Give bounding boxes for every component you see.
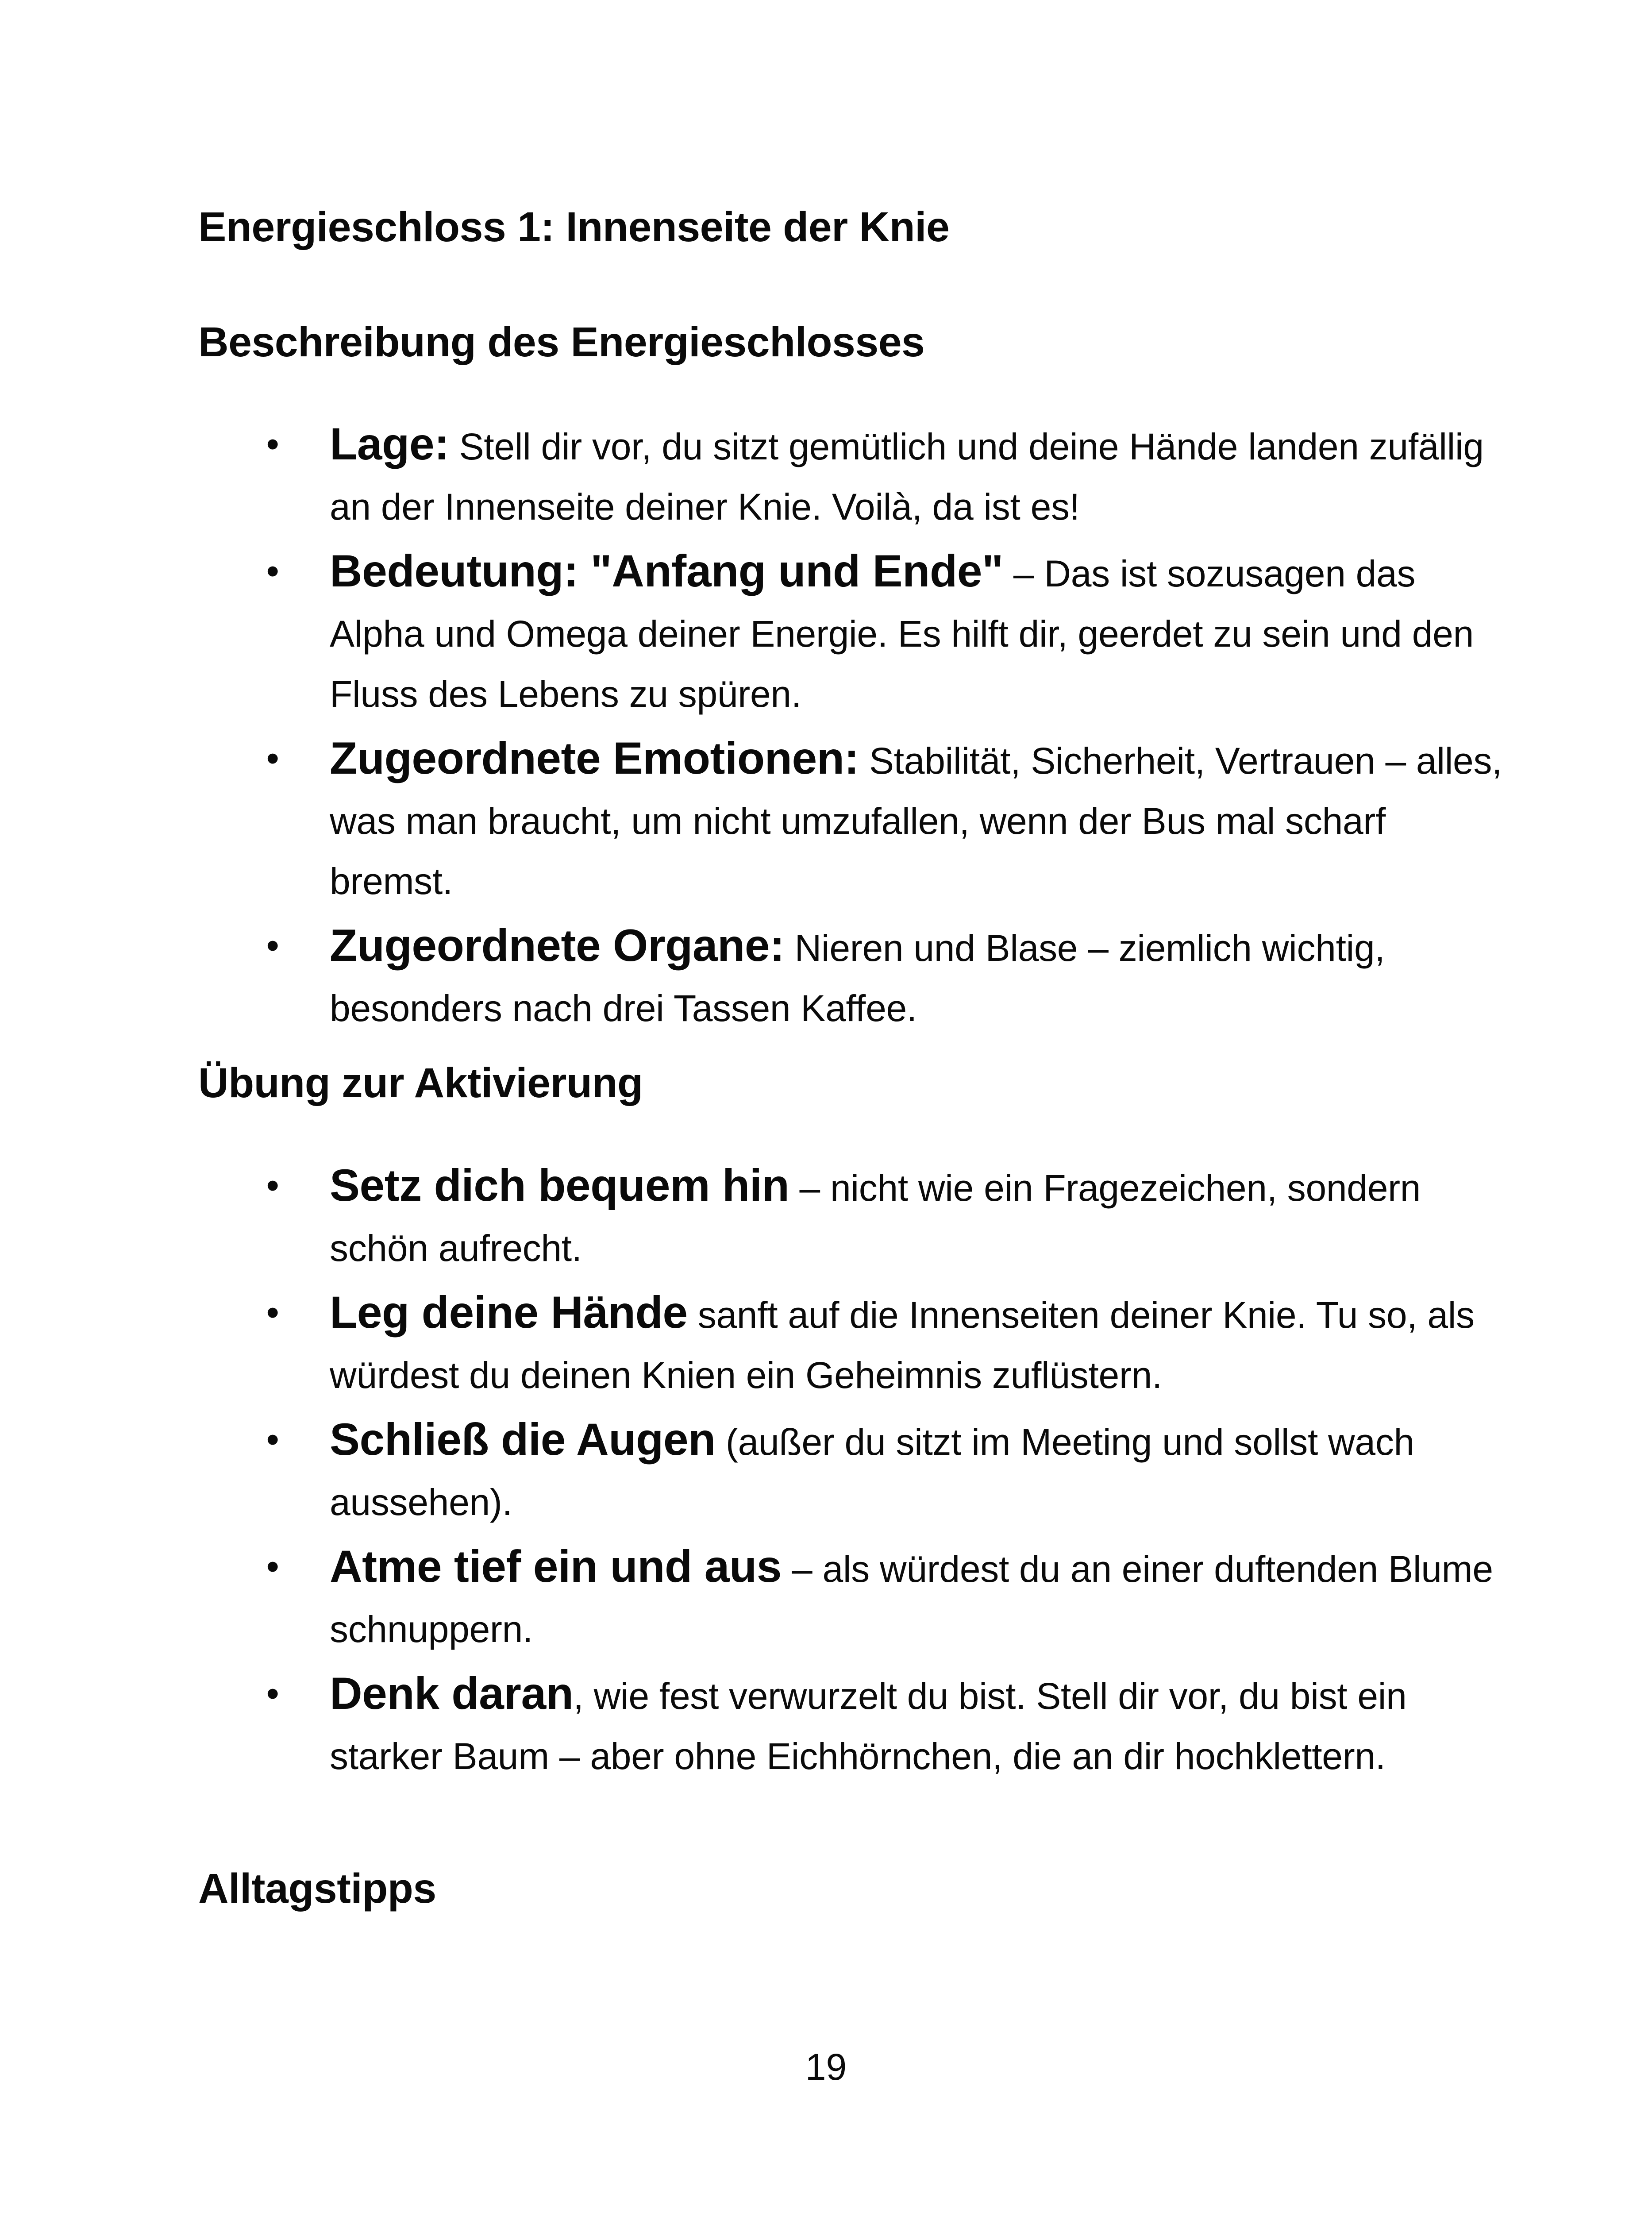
item-text: Stabilität, Sicherheit, Vertrauen – alles, was man braucht, um nicht umzufallen, wenn der Bus mal scharf bremst. (330, 740, 1502, 902)
item-lead: Setz dich bequem hin (330, 1160, 789, 1211)
bullet-icon: • (266, 925, 279, 966)
section-heading-tips: Alltagstipps (198, 1865, 436, 1912)
item-lead: Leg deine Hände (330, 1287, 688, 1338)
list-item (0, 1663, 1507, 1786)
item-lead: Atme tief ein und aus (330, 1541, 782, 1592)
item-lead: Bedeutung: "Anfang und Ende" (330, 546, 1003, 596)
list-item (0, 541, 1507, 724)
bullet-icon: • (266, 1546, 279, 1587)
list-item (0, 1155, 1507, 1278)
item-lead: Denk daran (330, 1668, 574, 1719)
page-title: Energieschloss 1: Innenseite der Knie (198, 204, 950, 251)
bullet-icon: • (266, 1292, 279, 1333)
bullet-icon: • (266, 550, 279, 592)
bullet-icon: • (266, 1164, 279, 1206)
item-text: , wie fest verwurzelt du bist. Stell dir vor, du bist ein starker Baum – aber ohne Eichhörnchen, die an dir hochklettern. (330, 1675, 1407, 1777)
item-lead: Zugeordnete Emotionen: (330, 733, 859, 783)
section-heading-exercise: Übung zur Aktivierung (198, 1060, 643, 1106)
item-text: Nieren und Blase – ziemlich wichtig, besonders nach drei Tassen Kaffee. (330, 927, 1385, 1029)
item-text: – als würdest du an einer duftenden Blume schnuppern. (330, 1548, 1493, 1650)
description-list (0, 414, 1507, 1042)
item-lead: Zugeordnete Organe: (330, 920, 785, 971)
list-item (0, 1409, 1507, 1532)
item-lead: Lage: (330, 419, 449, 469)
item-text: – nicht wie ein Fragezeichen, sondern schön aufrecht. (330, 1167, 1421, 1269)
bullet-icon: • (266, 1419, 279, 1460)
item-text: sanft auf die Innenseiten deiner Knie. Tu so, als würdest du deinen Knien ein Geheimnis zuflüstern. (330, 1294, 1475, 1396)
exercise-list (0, 1155, 1507, 1790)
bullet-icon: • (266, 423, 279, 465)
bullet-icon: • (266, 1673, 279, 1714)
list-item (0, 1536, 1507, 1659)
section-heading-description: Beschreibung des Energieschlosses (198, 319, 925, 366)
item-text: (außer du sitzt im Meeting und sollst wach aussehen). (330, 1421, 1414, 1523)
item-text: Stell dir vor, du sitzt gemütlich und deine Hände landen zufällig an der Innenseite deiner Knie. Voilà, da ist es! (330, 426, 1484, 528)
list-item (0, 728, 1507, 911)
item-text: – Das ist sozusagen das Alpha und Omega deiner Energie. Es hilft dir, geerdet zu sein und den Fluss des Lebens zu spüren. (330, 553, 1474, 715)
list-item (0, 915, 1507, 1038)
list-item (0, 1282, 1507, 1405)
bullet-icon: • (266, 737, 279, 779)
list-item (0, 414, 1507, 537)
item-lead: Schließ die Augen (330, 1414, 716, 1465)
page-number: 19 (805, 2046, 847, 2088)
